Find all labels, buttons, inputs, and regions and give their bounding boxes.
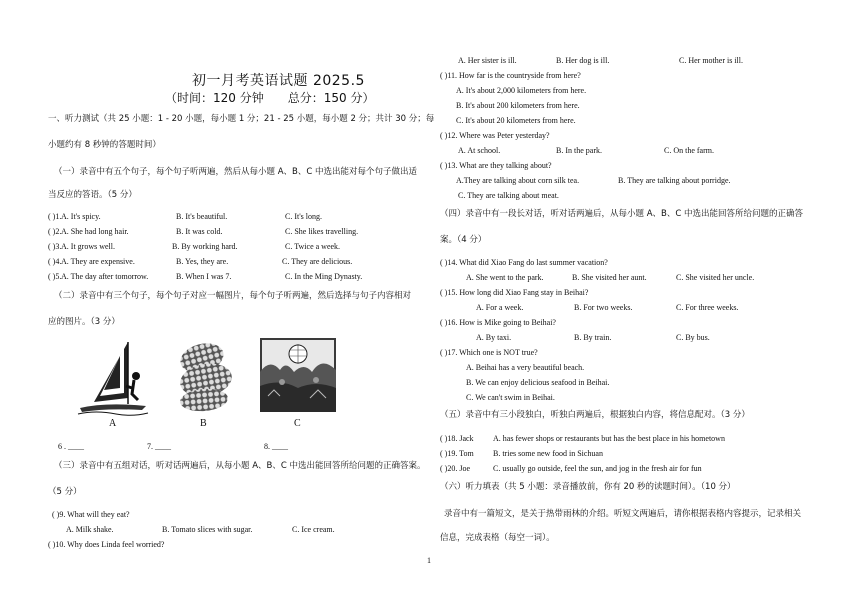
option-b: B. By working hard.	[172, 242, 238, 251]
section1-instruction-line2: 当反应的答语。（5 分）	[48, 190, 137, 200]
question-11: ( )11. How far is the countryside from here?	[440, 71, 581, 80]
q17-option-a: A. Beihai has a very beautiful beach.	[466, 363, 585, 372]
question-14: ( )14. What did Xiao Fang do last summer vacation?	[440, 258, 608, 267]
option-c: C. They are delicious.	[282, 257, 353, 266]
q10-option-a: A. Her sister is ill.	[458, 56, 517, 65]
q12-option-b: B. In the park.	[556, 146, 602, 155]
match-statement: A. has fewer shops or restaurants but has the best place in his hometown	[493, 434, 725, 443]
match-person: ( )18. Jack	[440, 434, 474, 443]
q16-option-a: A. By taxi.	[476, 333, 512, 342]
picture-label-a: A	[109, 418, 117, 429]
q16-option-c: C. By bus.	[676, 333, 710, 342]
section4-instruction-line1: （四）录音中有一段长对话，听对话两遍后，从每小题 A、B、C 中选出能回答所给问题的正确答	[440, 209, 803, 219]
windsurfer-picture	[76, 338, 150, 418]
match-statement: B. tries some new food in Sichuan	[493, 449, 603, 458]
option-c: C. She likes travelling.	[285, 227, 359, 236]
q9-option-c: C. Ice cream.	[292, 525, 335, 534]
page-number: 1	[427, 556, 431, 565]
section6-instruction: （六）听力填表（共 5 小题：录音播放前，你有 20 秒的读题时间）。（10 分）	[440, 482, 736, 492]
match-person: ( )19. Tom	[440, 449, 474, 458]
q15-option-c: C. For three weeks.	[676, 303, 739, 312]
option-b: B. It was cold.	[176, 227, 223, 236]
answer-blank-7[interactable]: 7. ____	[147, 442, 171, 451]
q10-option-b: B. Her dog is ill.	[556, 56, 610, 65]
option-a: A. The day after tomorrow.	[61, 272, 149, 281]
option-a: A. She had long hair.	[61, 227, 129, 236]
question-2	[48, 227, 359, 237]
match-person: ( )20. Joe	[440, 464, 470, 473]
option-c: C. It's long.	[285, 212, 322, 221]
q9-option-a: A. Milk shake.	[66, 525, 114, 534]
section2-instruction-line1: （二）录音中有三个句子，每个句子对应一幅图片，每个句子听两遍，然后选择与句子内容相对	[54, 291, 412, 301]
q11-option-c: C. It's about 20 kilometers from here.	[456, 116, 576, 125]
q15-option-b: B. For two weeks.	[574, 303, 633, 312]
q14-option-b: B. She visited her aunt.	[572, 273, 647, 282]
picture-label-b: B	[200, 418, 207, 429]
section3-instruction-line1: （三）录音中有五组对话，听对话两遍后，从每小题 A、B、C 中选出能回答所给问题的正确答案。	[54, 461, 426, 471]
part1-heading-line2: 小题约有 8 秒钟的答题时间）	[48, 140, 161, 150]
landscape-picture	[260, 338, 336, 412]
match-18	[440, 434, 725, 444]
q17-option-b: B. We can enjoy delicious seafood in Beihai.	[466, 378, 610, 387]
q17-option-c: C. We can't swim in Beihai.	[466, 393, 555, 402]
match-19	[440, 449, 603, 459]
question-12: ( )12. Where was Peter yesterday?	[440, 131, 550, 140]
section1-instruction-line1: （一）录音中有五个句子，每个句子听两遍，然后从每小题 A、B、C 中选出能对每个句子做出适	[54, 167, 417, 177]
question-17: ( )17. Which one is NOT true?	[440, 348, 538, 357]
question-number: ( )1.	[48, 212, 62, 221]
exam-time-info: （时间：120 分钟 总分：150 分）	[165, 91, 375, 105]
question-number: ( )5.	[48, 272, 62, 281]
question-13: ( )13. What are they talking about?	[440, 161, 552, 170]
q12-option-c: C. On the farm.	[664, 146, 714, 155]
q12-option-a: A. At school.	[458, 146, 501, 155]
question-16: ( )16. How is Mike going to Beihai?	[440, 318, 556, 327]
question-number: ( )4.	[48, 257, 62, 266]
option-b: B. It's beautiful.	[176, 212, 228, 221]
section5-instruction: （五）录音中有三小段独白，听独白两遍后，根据独白内容，将信息配对。（3 分）	[440, 410, 750, 420]
section3-instruction-line2: （5 分）	[48, 487, 82, 497]
question-15: ( )15. How long did Xiao Fang stay in Beihai?	[440, 288, 589, 297]
answer-blank-8[interactable]: 8. ____	[264, 442, 288, 451]
question-number: ( )2.	[48, 227, 62, 236]
part1-heading-line1: 一、听力测试（共 25 小题：1 - 20 小题，每小题 1 分；21 - 25 小题，每小题 2 分；共计 30 分；每	[48, 114, 435, 124]
answer-blank-6[interactable]: 6 . ____	[58, 442, 84, 451]
section4-instruction-line2: 案。（4 分）	[440, 235, 487, 245]
option-c: C. Twice a week.	[285, 242, 341, 251]
option-c: C. In the Ming Dynasty.	[285, 272, 363, 281]
q11-option-a: A. It's about 2,000 kilometers from here.	[456, 86, 587, 95]
section6-description-line2: 信息，完成表格（每空一词）。	[440, 533, 555, 543]
question-3	[48, 242, 341, 252]
q13-option-a: A.They are talking about corn silk tea.	[456, 176, 580, 185]
question-10: ( )10. Why does Linda feel worried?	[48, 540, 165, 549]
section6-description-line1: 录音中有一篇短文，是关于热带雨林的介绍。听短文两遍后，请你根据表格内容提示，记录相关	[444, 509, 802, 519]
question-4	[48, 257, 353, 267]
question-number: ( )3.	[48, 242, 62, 251]
q15-option-a: A. For a week.	[476, 303, 524, 312]
match-20	[440, 464, 702, 474]
question-9: ( )9. What will they eat?	[52, 510, 130, 519]
option-a: A. It's spicy.	[61, 212, 101, 221]
exam-title: 初一月考英语试题 2025.5	[192, 73, 365, 89]
q14-option-a: A. She went to the park.	[466, 273, 544, 282]
option-a: A. It grows well.	[61, 242, 115, 251]
option-a: A. They are expensive.	[61, 257, 135, 266]
picture-label-c: C	[294, 418, 301, 429]
option-b: B. When I was 7.	[176, 272, 232, 281]
q14-option-c: C. She visited her uncle.	[676, 273, 755, 282]
q10-option-c: C. Her mother is ill.	[679, 56, 743, 65]
question-5	[48, 272, 363, 282]
match-statement: C. usually go outside, feel the sun, and jog in the fresh air for fun	[493, 464, 702, 473]
section2-instruction-line2: 应的图片。（3 分）	[48, 317, 120, 327]
q11-option-b: B. It's about 200 kilometers from here.	[456, 101, 580, 110]
q16-option-b: B. By train.	[574, 333, 612, 342]
q9-option-b: B. Tomato slices with sugar.	[162, 525, 253, 534]
q13-option-b: B. They are talking about porridge.	[618, 176, 731, 185]
q13-option-c: C. They are talking about meat.	[458, 191, 559, 200]
option-b: B. Yes, they are.	[176, 257, 229, 266]
corn-picture	[172, 338, 238, 414]
question-1	[48, 212, 322, 222]
